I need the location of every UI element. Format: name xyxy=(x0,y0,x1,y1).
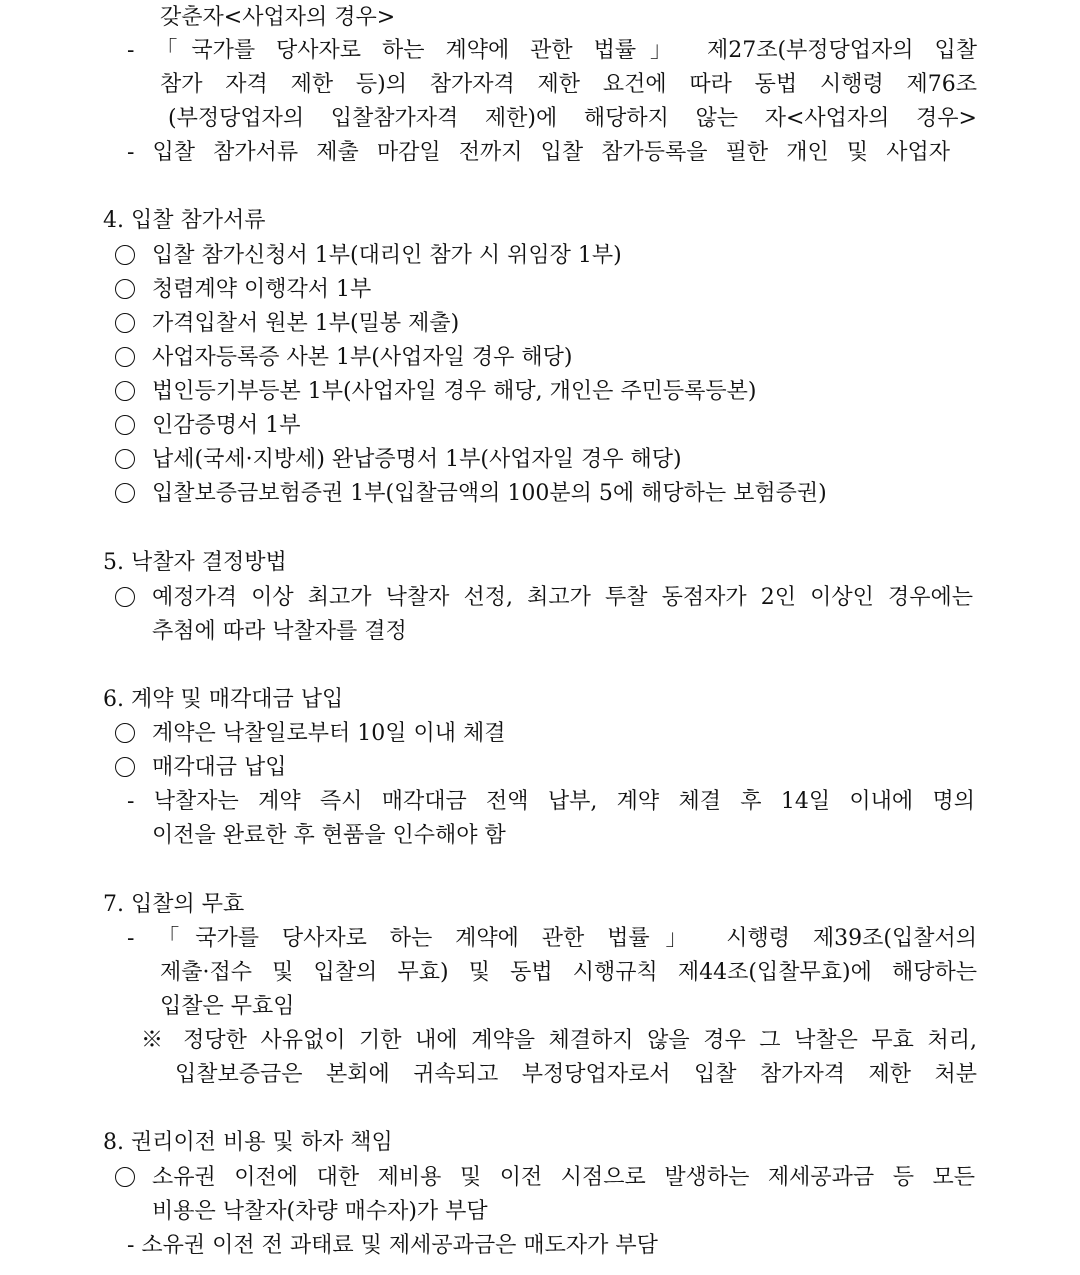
sec7-sub-line3: 입찰은 무효임 xyxy=(160,994,295,1019)
circle-bullet-icon xyxy=(115,313,135,333)
sec4-item-6: 인감증명서 1부 xyxy=(0,411,1080,441)
sec7-sub-line1: - 「국가를 당사자로 하는 계약에 관한 법률」 시행령 제39조(입찰서의 xyxy=(127,926,977,951)
circle-bullet-icon xyxy=(115,279,135,299)
circle-bullet-icon xyxy=(115,245,135,265)
sec8-sub: - 소유권 이전 전 과태료 및 제세공과금은 매도자가 부담 xyxy=(127,1233,658,1258)
sec4-item-5: 법인등기부등본 1부(사업자일 경우 해당, 개인은 주민등록등본) xyxy=(0,377,1080,407)
sec4-item-1: 입찰 참가신청서 1부(대리인 참가 시 위임장 1부) xyxy=(0,241,1080,271)
sec4-item-3: 가격입찰서 원본 1부(밀봉 제출) xyxy=(0,309,1080,339)
sec4-item-8: 입찰보증금보험증권 1부(입찰금액의 100분의 5에 해당하는 보험증권) xyxy=(0,479,1080,509)
sec3-bullet-3: - 입찰 참가서류 제출 마감일 전까지 입찰 참가등록을 필한 개인 및 사업자 xyxy=(127,140,950,165)
sec4-item-7: 납세(국세·지방세) 완납증명서 1부(사업자일 경우 해당) xyxy=(0,445,1080,475)
sec7-note-line2: 입찰보증금은 본회에 귀속되고 부정당업자로서 입찰 참가자격 제한 처분 xyxy=(175,1062,977,1087)
sec3-bullet-2-line1: - 「국가를 당사자로 하는 계약에 관한 법률」 제27조(부정당업자의 입찰 xyxy=(127,38,977,63)
sec3-bullet-2-line3: (부정당업자의 입찰참가자격 제한)에 해당하지 않는 자<사업자의 경우> xyxy=(168,106,977,131)
sec7-note-line1: ※ 정당한 사유없이 기한 내에 계약을 체결하지 않을 경우 그 낙찰은 무효 처리, xyxy=(141,1028,977,1053)
circle-bullet-icon xyxy=(115,381,135,401)
sec8-heading: 8. 권리이전 비용 및 하자 책임 xyxy=(103,1130,393,1155)
circle-bullet-icon xyxy=(115,483,135,503)
circle-bullet-icon xyxy=(115,449,135,469)
sec5-heading: 5. 낙찰자 결정방법 xyxy=(103,550,287,575)
sec4-heading: 4. 입찰 참가서류 xyxy=(103,208,266,233)
sec7-heading: 7. 입찰의 무효 xyxy=(103,892,245,917)
sec6-item-1: 계약은 낙찰일로부터 10일 이내 체결 xyxy=(0,719,1080,749)
sec4-item-2: 청렴계약 이행각서 1부 xyxy=(0,275,1080,305)
sec6-sub-line2: 이전을 완료한 후 현품을 인수해야 함 xyxy=(152,823,506,848)
sec4-item-4: 사업자등록증 사본 1부(사업자일 경우 해당) xyxy=(0,343,1080,373)
sec8-item: 소유권 이전에 대한 제비용 및 이전 시점으로 발생하는 제세공과금 등 모든 xyxy=(0,1163,1080,1193)
sec3-criteria-tail: 갖춘자<사업자의 경우> xyxy=(160,5,396,30)
sec5-item-line2: 추첨에 따라 낙찰자를 결정 xyxy=(152,619,407,644)
sec3-bullet-2-line2: 참가 자격 제한 등)의 참가자격 제한 요건에 따라 동법 시행령 제76조 xyxy=(160,72,977,97)
circle-bullet-icon xyxy=(115,723,135,743)
sec7-sub-line2: 제출·접수 및 입찰의 무효) 및 동법 시행규칙 제44조(입찰무효)에 해당하는 xyxy=(160,960,977,985)
circle-bullet-icon xyxy=(115,1167,135,1187)
circle-bullet-icon xyxy=(115,587,135,607)
sec6-heading: 6. 계약 및 매각대금 납입 xyxy=(103,687,344,712)
sec5-item: 예정가격 이상 최고가 낙찰자 선정, 최고가 투찰 동점자가 2인 이상인 경우에는 xyxy=(0,583,1080,613)
circle-bullet-icon xyxy=(115,757,135,777)
circle-bullet-icon xyxy=(115,415,135,435)
circle-bullet-icon xyxy=(115,347,135,367)
sec6-item-2: 매각대금 납입 xyxy=(0,753,1080,783)
sec8-item-line2: 비용은 낙찰자(차량 매수자)가 부담 xyxy=(152,1199,488,1224)
sec6-sub-line1: - 낙찰자는 계약 즉시 매각대금 전액 납부, 계약 체결 후 14일 이내에 명의 xyxy=(127,789,975,814)
